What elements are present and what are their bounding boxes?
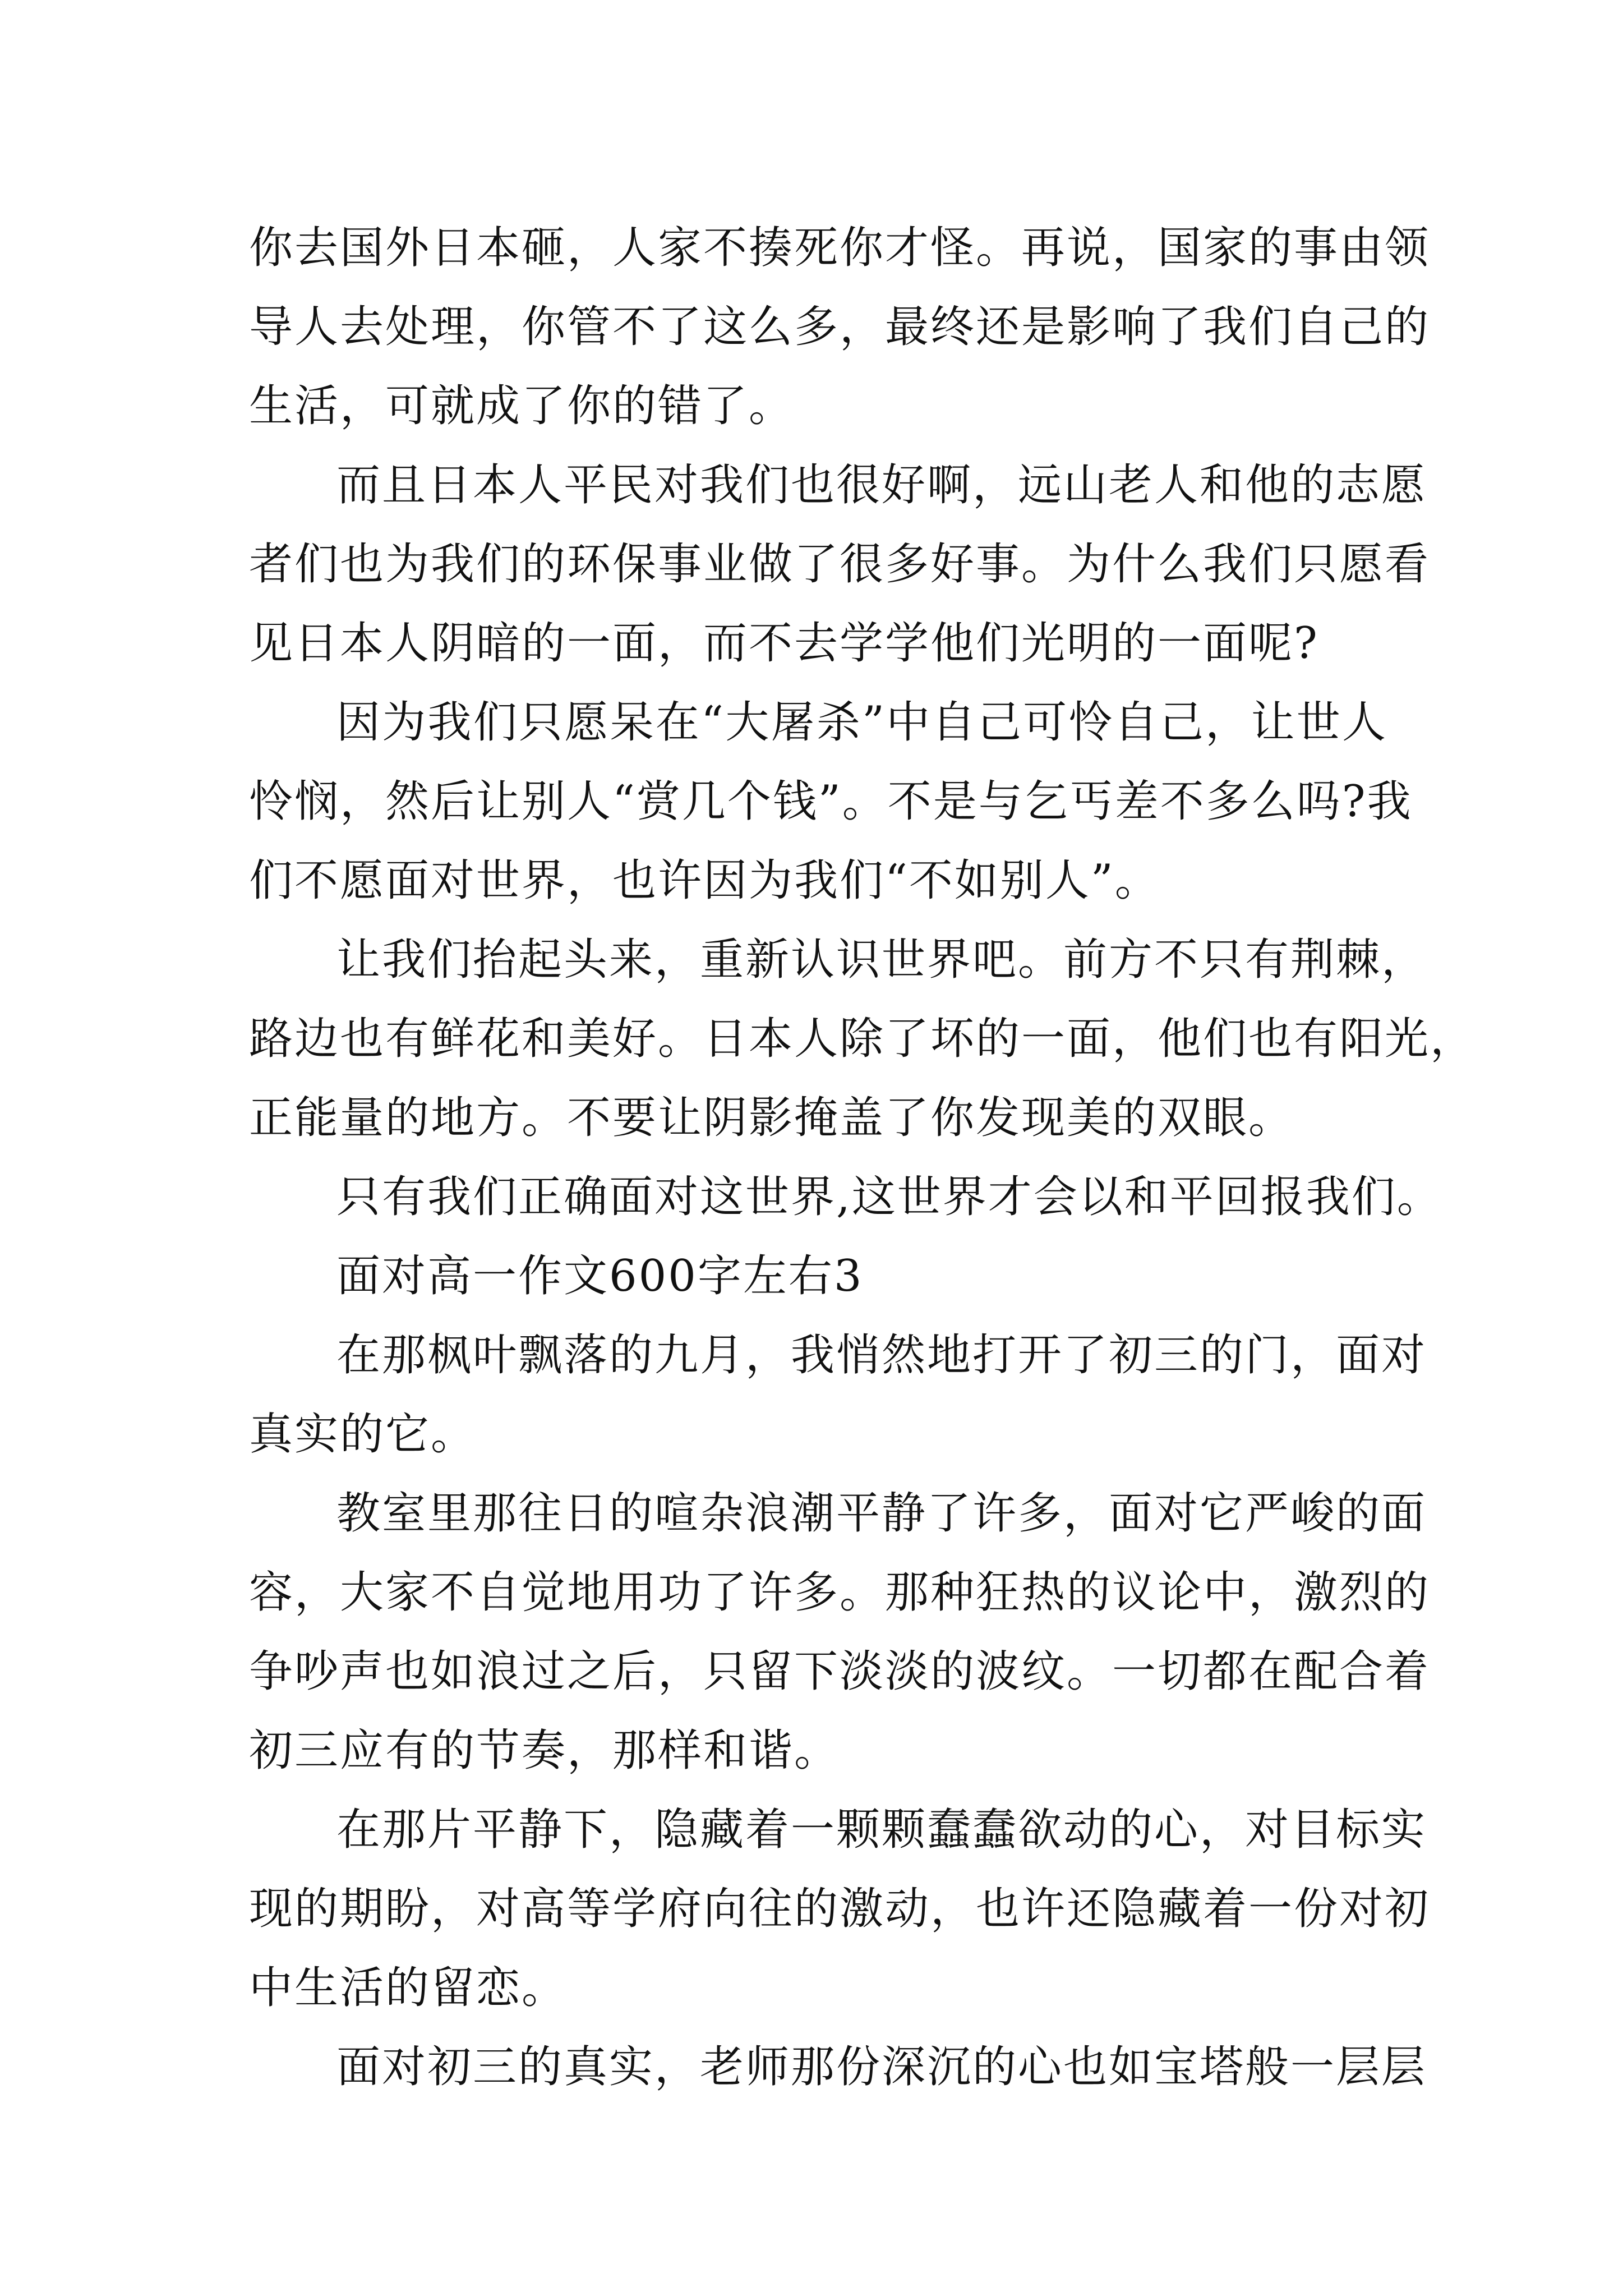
text-line: 初三应有的节奏，那样和谐。 xyxy=(249,1726,840,1776)
text-line: 者们也为我们的环保事业做了很多好事。为什么我们只愿看 xyxy=(249,539,1431,590)
text-line: 容，大家不自觉地用功了许多。那种狂热的议论中，激烈的 xyxy=(249,1567,1431,1618)
essay-body xyxy=(249,209,1476,2107)
section-heading: 面对高一作文600字左右3 xyxy=(336,1251,864,1301)
text-line: 怜悯，然后让别人“赏几个钱”。不是与乞丐差不多么吗?我 xyxy=(249,776,1413,827)
text-line: 生活，可就成了你的错了。 xyxy=(249,381,795,431)
text-line: 导人去处理，你管不了这么多，最终还是影响了我们自己的 xyxy=(249,302,1431,352)
text-line: 们不愿面对世界，也许因为我们“不如别人”。 xyxy=(249,855,1160,906)
text-line: 你去国外日本砸，人家不揍死你才怪。再说，国家的事由领 xyxy=(249,223,1431,273)
text-line: 真实的它。 xyxy=(249,1409,477,1460)
text-line: 现的期盼，对高等学府向往的激动，也许还隐藏着一份对初 xyxy=(249,1884,1431,1934)
text-line: 正能量的地方。不要让阴影掩盖了你发现美的双眼。 xyxy=(249,1093,1294,1143)
paragraph-first-line: 而且日本人平民对我们也很好啊，远山老人和他的志愿 xyxy=(336,460,1427,510)
paragraph-first-line: 因为我们只愿呆在“大屠杀”中自己可怜自己，让世人 xyxy=(336,697,1387,748)
paragraph-first-line: 在那枫叶飘落的九月，我悄然地打开了初三的门，面对 xyxy=(336,1330,1427,1381)
text-line: 中生活的留恋。 xyxy=(249,1963,568,2013)
paragraph-first-line: 只有我们正确面对这世界,这世界才会以和平回报我们。 xyxy=(336,1172,1442,1222)
text-line: 路边也有鲜花和美好。日本人除了坏的一面，他们也有阳光， xyxy=(249,1014,1476,1064)
paragraph-first-line: 在那片平静下，隐藏着一颗颗蠢蠢欲动的心，对目标实 xyxy=(336,1805,1427,1855)
paragraph-first-line: 教室里那往日的喧杂浪潮平静了许多，面对它严峻的面 xyxy=(336,1488,1427,1539)
text-line: 见日本人阴暗的一面，而不去学学他们光明的一面呢? xyxy=(249,618,1319,669)
text-line: 争吵声也如浪过之后，只留下淡淡的波纹。一切都在配合着 xyxy=(249,1646,1431,1697)
paragraph-first-line: 面对初三的真实，老师那份深沉的心也如宝塔般一层层 xyxy=(336,2042,1427,2092)
paragraph-first-line: 让我们抬起头来，重新认识世界吧。前方不只有荆棘， xyxy=(336,935,1427,985)
